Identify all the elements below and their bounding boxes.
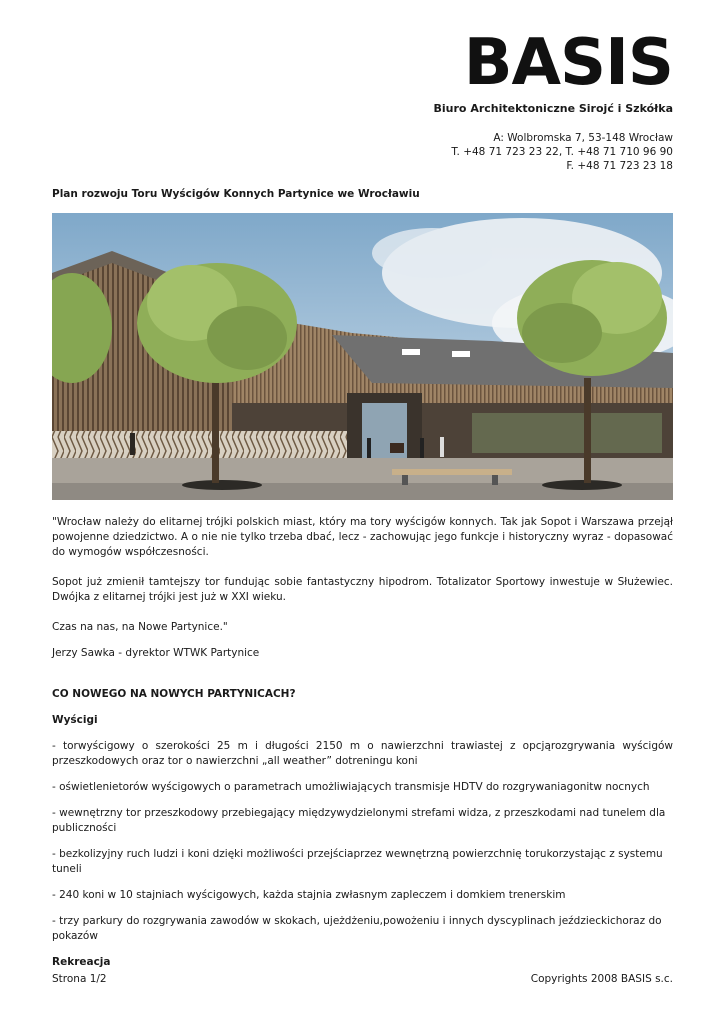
quote-paragraph-2: Sopot już zmienił tamtejszy tor fundując sobie fantastyczny hipodrom. Totalizator Sportowy inwestuje w Służewiec. Dwójka z elitarnej trójki jest już w XXI wieku.: [52, 576, 673, 603]
list-item: - wewnętrzny tor przeszkodowy przebiegający międzywydzielonymi strefami widza, z przeszkodami nad tunelem dla publiczności: [52, 807, 666, 834]
next-section-heading: Rekreacja: [52, 956, 111, 968]
list-item: - oświetlenietorów wyścigowych o parametrach umożliwiających transmisje HDTV do rozgrywaniagonitw nocnych: [52, 781, 650, 793]
firm-name: Biuro Architektoniczne Sirojć i Szkółka: [433, 102, 673, 115]
quote-paragraph-1: "Wrocław należy do elitarnej trójki polskich miast, który ma tory wyścigów konnych. Tak jak Sopot i Warszawa przejął powojenne dziedzictwo. A o nie nie tylko trzeba dbać, lecz - zachowując jego funkcje i historyczny wyraz - dopasować do wymogów współczesności.: [52, 516, 673, 558]
list-item: - bezkolizyjny ruch ludzi i koni dzięki możliwości przejściaprzez wewnętrzną powierzchnię torukorzystając z systemu tuneli: [52, 848, 663, 875]
phones: T. +48 71 723 23 22, T. +48 71 710 96 90: [451, 146, 673, 158]
quote-author: Jerzy Sawka - dyrektor WTWK Partynice: [52, 647, 260, 659]
address: A: Wolbromska 7, 53-148 Wrocław: [493, 132, 673, 144]
page-number: Strona 1/2: [52, 973, 107, 985]
fax: F. +48 71 723 23 18: [566, 160, 673, 172]
section-subheading: Wyścigi: [52, 714, 98, 726]
list-item: - trzy parkury do rozgrywania zawodów w skokach, ujeżdżeniu,powożeniu i innych dyscyplinach jeździeckichoraz do pokazów: [52, 915, 662, 942]
document-body: [52, 515, 673, 970]
list-item: - torwyścigowy o szerokości 25 m i długości 2150 m o nawierzchni trawiastej z opcjąrozgrywania wyścigów przeszkodowych oraz tor o nawierzchni „all weather” dotreningu koni: [52, 740, 673, 767]
logo: BASIS: [463, 26, 673, 100]
list-item: - 240 koni w 10 stajniach wyścigowych, każda stajnia zwłasnym zapleczem i domkiem trenerskim: [52, 889, 566, 901]
contact-block: [451, 131, 673, 173]
quote-paragraph-3: Czas na nas, na Nowe Partynice.": [52, 621, 228, 633]
document-title: Plan rozwoju Toru Wyścigów Konnych Partynice we Wrocławiu: [52, 188, 420, 200]
architectural-rendering: [52, 213, 673, 500]
copyright: Copyrights 2008 BASIS s.c.: [530, 973, 673, 985]
section-heading: CO NOWEGO NA NOWYCH PARTYNICACH?: [52, 688, 296, 700]
